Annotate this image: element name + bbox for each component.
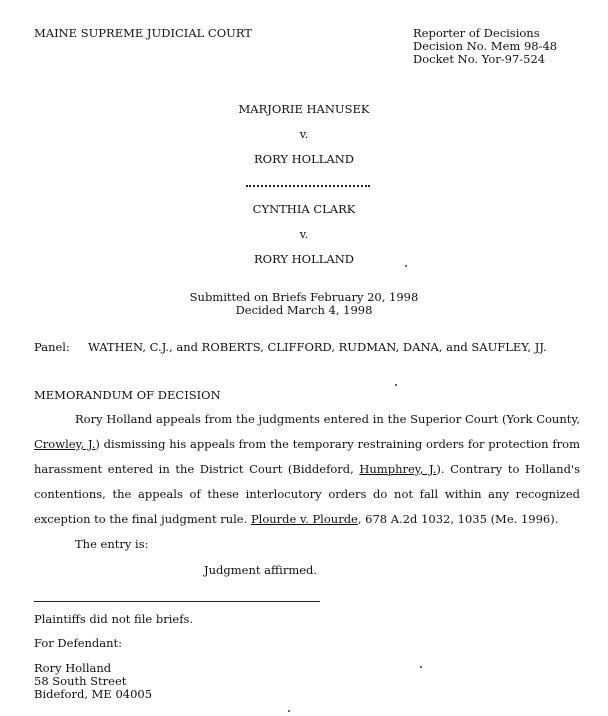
decision-paragraph bbox=[34, 407, 580, 532]
superior-judge: Crowley, J. bbox=[34, 437, 96, 451]
case-separator bbox=[246, 185, 370, 187]
judgment-text: Judgment affirmed. bbox=[204, 563, 318, 577]
case2-plaintiff: CYNTHIA CLARK bbox=[252, 202, 356, 216]
docket-number: Docket No. Yor-97-524 bbox=[413, 52, 546, 66]
case2-versus: v. bbox=[299, 227, 309, 241]
district-judge: Humphrey, J. bbox=[359, 462, 437, 476]
scan-speck bbox=[288, 710, 290, 712]
panel-justices: WATHEN, C.J., and ROBERTS, CLIFFORD, RUDMAN, DANA, and SAUFLEY, JJ. bbox=[88, 340, 547, 354]
case1-plaintiff: MARJORIE HANUSEK bbox=[238, 102, 370, 116]
case1-defendant: RORY HOLLAND bbox=[254, 152, 354, 166]
reporter-block bbox=[413, 27, 557, 66]
address-name: Rory Holland bbox=[34, 661, 112, 675]
defendant-address bbox=[34, 662, 152, 701]
court-name: MAINE SUPREME JUDICIAL COURT bbox=[34, 26, 252, 40]
address-city: Bideford, ME 04005 bbox=[34, 687, 153, 701]
decided-date: Decided March 4, 1998 bbox=[235, 303, 373, 317]
address-street: 58 South Street bbox=[34, 674, 127, 688]
case2-defendant: RORY HOLLAND bbox=[254, 252, 354, 266]
panel-label: Panel: bbox=[34, 340, 70, 354]
reporter-line: Reporter of Decisions bbox=[413, 26, 540, 40]
paragraph-text: ) dismissing his appeals from the temporary restraining orders for protection from harassment entered in the District Court (Biddeford, bbox=[34, 437, 580, 476]
case-citation: Plourde v. Plourde bbox=[250, 512, 358, 526]
paragraph-text: , 678 A.2d 1032, 1035 (Me. 1996). bbox=[357, 512, 559, 526]
scan-speck bbox=[395, 384, 397, 386]
paragraph-text: Rory Holland appeals from the judgments entered in the Superior Court (York County, bbox=[75, 412, 580, 426]
case1-versus: v. bbox=[299, 127, 309, 141]
paragraph-text: ). Contrary to Holland's contentions, the appeals of these interlocutory orders do not fall within any recognized exception to the final judgment rule. bbox=[34, 462, 580, 526]
submitted-date: Submitted on Briefs February 20, 1998 bbox=[189, 290, 419, 304]
defendant-label: For Defendant: bbox=[34, 636, 123, 650]
footnote-rule bbox=[34, 601, 320, 602]
plaintiffs-note: Plaintiffs did not file briefs. bbox=[34, 612, 194, 626]
decision-number: Decision No. Mem 98-48 bbox=[413, 39, 558, 53]
memorandum-heading: MEMORANDUM OF DECISION bbox=[34, 388, 221, 402]
entry-intro: The entry is: bbox=[75, 537, 149, 551]
scan-speck bbox=[405, 265, 407, 267]
scan-speck bbox=[420, 666, 422, 668]
